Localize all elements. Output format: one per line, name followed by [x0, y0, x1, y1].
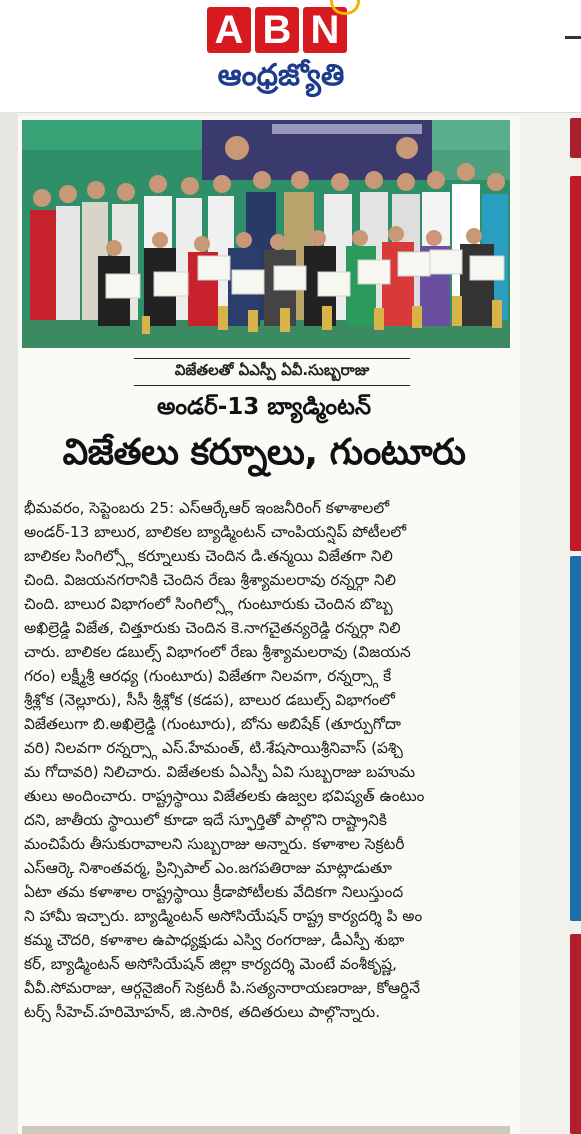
- article-subheading: అండర్-13 బ్యాడ్మింటన్: [156, 394, 371, 420]
- logo-letter-n: N: [303, 7, 347, 53]
- masthead: [0, 0, 581, 113]
- body-line: వీవీ.సోమరాజు, ఆర్గనైజింగ్ సెక్రటరీ పి.సత్యనారాయణరాజు, కోఆర్డినే: [24, 979, 420, 997]
- body-line: శ్రీశ్లోక (నెల్లూరు), సీసీ శ్రీశ్లోక (కడప), బాలుర డబుల్స్ విభాగంలో: [24, 691, 395, 709]
- news-clipping: [18, 116, 520, 1134]
- body-line: టర్స్ సీహెచ్.హరిమోహన్, జి.సారిక, తదితరులు పాల్గొన్నారు.: [24, 1003, 381, 1021]
- logo-letter-a: A: [207, 7, 251, 53]
- body-line: మంచిపేరు తీసుకురావాలని సుబ్బరాజు అన్నారు. కళాశాల సెక్రటరీ: [24, 835, 405, 853]
- body-line: కర్, బ్యాడ్మింటన్ అసోసియేషన్ జిల్లా కార్యదర్శి మెంటే వంశీకృష్ణ,: [24, 955, 397, 973]
- newspaper-page: [0, 112, 581, 1134]
- body-line: బాలికల సింగిల్స్లో కర్నూలుకు చెందిన డి.తన్మయి విజేతగా నిలి: [24, 547, 393, 565]
- body-line: భీమవరం, సెప్టెంబరు 25: ఎస్ఆర్కేఆర్ ఇంజనీరింగ్ కళాశాలలో: [24, 499, 390, 517]
- body-line: తులు అందించారు. రాష్ట్రస్థాయి విజేతలకు ఉజ్వల భవిష్యత్ ఉంటుం: [24, 787, 425, 805]
- header-edge-mark: [565, 36, 581, 39]
- body-line: చారు. బాలికల డబుల్స్ విభాగంలో రేణు శ్రీశ్యామలరావు (విజయన: [24, 643, 411, 661]
- body-line: ఎస్ఆర్కె నిశాంతవర్మ, ప్రిన్సిపాల్ ఎం.జగపతిరాజు మాట్లాడుతూ: [24, 859, 392, 877]
- winners-group-photo-image: [22, 120, 510, 348]
- award-ceremony-photo: [22, 120, 510, 348]
- body-line: విజేతలుగా బి.అఖిల్రెడ్డి (గుంటూరు), బోను అబిషేక్ (తూర్పుగోదా: [24, 715, 401, 733]
- andhrajyothi-wordmark: ఆంధ్రజ్యోతి: [217, 58, 345, 93]
- article-headline: విజేతలు కర్నూలు, గుంటూరు: [62, 432, 466, 473]
- body-line: గరం) లక్ష్మీశ్రీ ఆరధ్య (గుంటూరు) విజేతగా నిలవగా, రన్నర్స్గా కే: [24, 667, 392, 685]
- body-line: మ గోదావరి) నిలిచారు. విజేతలకు ఏఎస్పీ ఏవి సుబ్బరాజు బహుమ: [24, 763, 416, 781]
- photo-caption: విజేతలతో ఏఎస్పీ ఏవీ.సుబ్బరాజు: [134, 358, 410, 386]
- body-line: అండర్-13 బాలుర, బాలికల బ్యాడ్మింటన్ చాంపియన్షిప్ పోటీలలో: [24, 523, 407, 541]
- body-line: ని హామీ ఇచ్చారు. బ్యాడ్మింటన్ అసోసియేషన్ రాష్ట్ర కార్యదర్శి పి అం: [24, 907, 423, 925]
- body-line: వరి) నిలవగా రన్నర్స్గా ఎస్.హేమంత్, టి.శేషసాయిశ్రీనివాస్ (పశ్చి: [24, 739, 403, 757]
- right-column-strip-3: [570, 556, 581, 921]
- article-body: [24, 496, 506, 1024]
- next-clipping-edge: [22, 1126, 510, 1134]
- body-line: దని, జాతీయ స్థాయిలో కూడా ఇదే స్ఫూర్తితో పాల్గొని రాష్ట్రానికి: [24, 811, 387, 829]
- right-column-strip-1: [570, 118, 581, 158]
- abn-logo: [207, 7, 347, 55]
- left-page-margin: [0, 112, 18, 1134]
- body-line: చింది. బాలుర విభాగంలో సింగిల్స్లో గుంటూరుకు చెందిన బొబ్బ: [24, 595, 393, 613]
- right-column-strip-2: [570, 176, 581, 551]
- body-line: ఏటా తమ కళాశాల రాష్ట్రస్థాయి క్రీడాపోటీలకు వేదికగా నిలుస్తుంద: [24, 883, 404, 901]
- body-line: కమ్మ చౌదరి, కళాశాల ఉపాధ్యక్షుడు ఎస్వి రంగరాజు, డీఎస్పీ శుభా: [24, 931, 405, 949]
- right-column-strip-4: [570, 934, 581, 1134]
- logo-letter-b: B: [255, 7, 299, 53]
- body-line: అఖిల్రెడ్డి విజేత, చిత్తూరుకు చెందిన కె.నాగచైతన్యరెడ్డి రన్నర్గా నిలి: [24, 619, 401, 637]
- body-line: చింది. విజయనగరానికి చెందిన రేణు శ్రీశ్యామలరావు రన్నర్గా నిలి: [24, 571, 396, 589]
